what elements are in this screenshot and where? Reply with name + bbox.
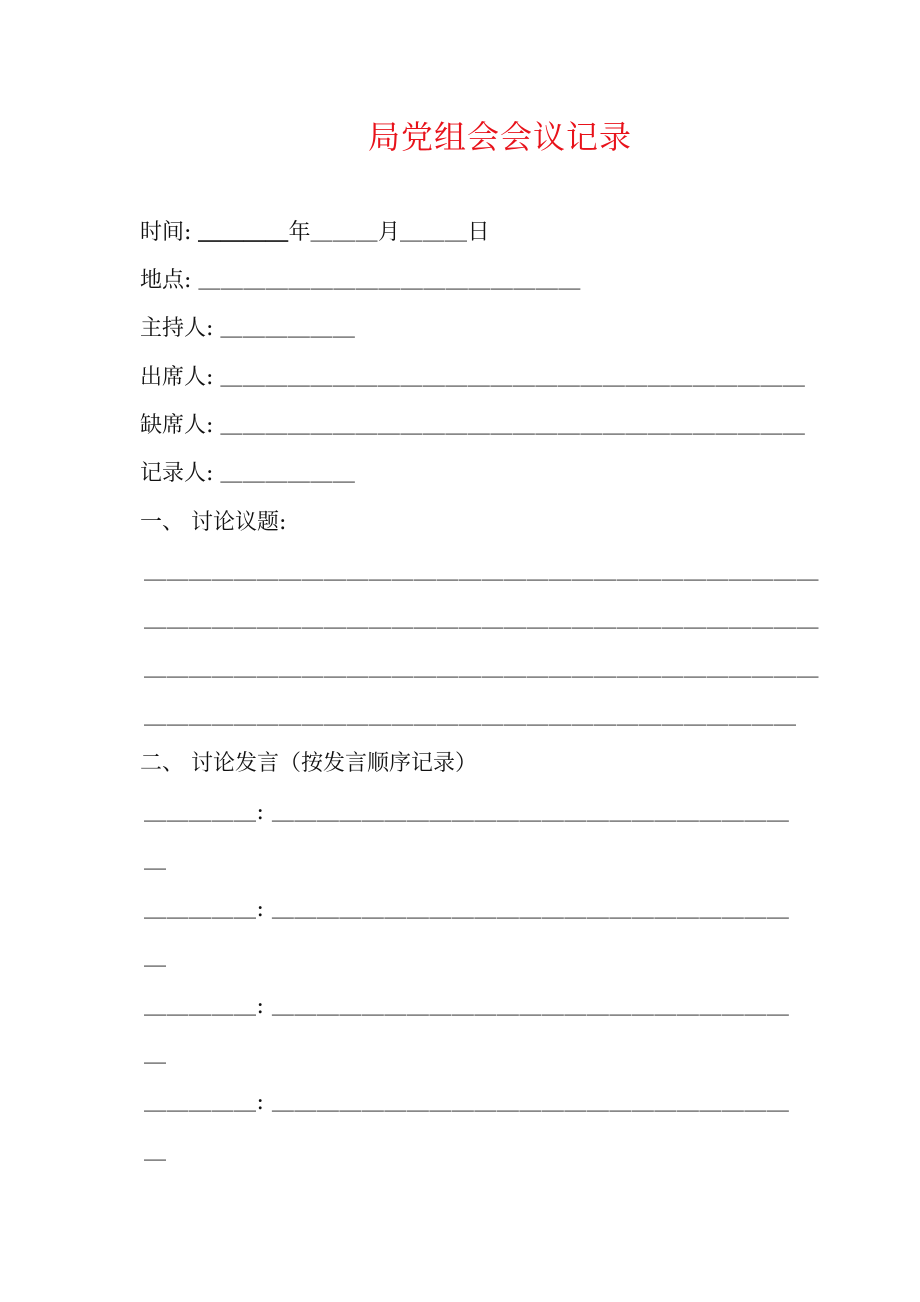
section-1-line: ＿＿＿＿＿＿＿＿＿＿＿＿＿＿＿＿＿＿＿＿＿＿＿＿＿＿＿＿＿＿ bbox=[144, 607, 820, 632]
field-time bbox=[140, 217, 490, 248]
section-1-line: ＿＿＿＿＿＿＿＿＿＿＿＿＿＿＿＿＿＿＿＿＿＿＿＿＿＿＿＿＿ bbox=[144, 704, 797, 729]
speech-content-blank: ＿＿＿＿＿＿＿＿＿＿＿＿＿＿＿＿＿＿＿＿＿＿＿ bbox=[271, 1090, 790, 1115]
field-time-label: 时间: bbox=[140, 220, 192, 245]
speech-content-blank: ＿＿＿＿＿＿＿＿＿＿＿＿＿＿＿＿＿＿＿＿＿＿＿ bbox=[271, 897, 790, 922]
field-time-day-blank: ＿＿＿ bbox=[399, 220, 468, 245]
field-time-year-blank: ＿＿＿＿ bbox=[198, 219, 289, 245]
field-location bbox=[140, 266, 581, 296]
speech-speaker-blank: ＿＿＿＿＿: bbox=[144, 800, 265, 825]
field-attendees-blank: ＿＿＿＿＿＿＿＿＿＿＿＿＿＿＿＿＿＿＿＿＿＿＿＿＿＿ bbox=[220, 365, 806, 390]
field-host-label: 主持人: bbox=[140, 316, 214, 341]
field-time-day-label: 日 bbox=[467, 220, 490, 245]
field-recorder-label: 记录人: bbox=[140, 461, 214, 486]
section-2-heading: 二、 讨论发言（按发言顺序记录） bbox=[140, 751, 477, 776]
field-host bbox=[140, 314, 355, 344]
speech-speaker-blank: ＿＿＿＿＿: bbox=[144, 1090, 265, 1115]
field-absentees-blank: ＿＿＿＿＿＿＿＿＿＿＿＿＿＿＿＿＿＿＿＿＿＿＿＿＿＿ bbox=[220, 413, 806, 438]
field-absentees bbox=[140, 411, 805, 441]
field-location-blank: ＿＿＿＿＿＿＿＿＿＿＿＿＿＿＿＿＿ bbox=[198, 268, 581, 293]
speech-speaker-blank: ＿＿＿＿＿: bbox=[144, 994, 265, 1019]
section-1-line: ＿＿＿＿＿＿＿＿＿＿＿＿＿＿＿＿＿＿＿＿＿＿＿＿＿＿＿＿＿＿ bbox=[144, 656, 820, 681]
field-time-year-label: 年 bbox=[288, 220, 311, 245]
field-time-month-label: 月 bbox=[377, 220, 400, 245]
speech-entry bbox=[144, 798, 789, 828]
speech-continuation: ＿ bbox=[144, 848, 167, 873]
field-attendees-label: 出席人: bbox=[140, 365, 214, 390]
field-absentees-label: 缺席人: bbox=[140, 413, 214, 438]
field-host-blank: ＿＿＿＿＿＿ bbox=[220, 316, 356, 341]
field-recorder bbox=[140, 459, 355, 489]
speech-entry bbox=[144, 895, 789, 925]
field-time-month-blank: ＿＿＿ bbox=[310, 220, 378, 245]
speech-entry bbox=[144, 1088, 789, 1118]
speech-entry bbox=[144, 992, 789, 1022]
field-location-label: 地点: bbox=[140, 268, 192, 293]
speech-speaker-blank: ＿＿＿＿＿: bbox=[144, 897, 265, 922]
section-1-line: ＿＿＿＿＿＿＿＿＿＿＿＿＿＿＿＿＿＿＿＿＿＿＿＿＿＿＿＿＿＿ bbox=[144, 559, 820, 584]
speech-continuation: ＿ bbox=[144, 945, 167, 970]
speech-content-blank: ＿＿＿＿＿＿＿＿＿＿＿＿＿＿＿＿＿＿＿＿＿＿＿ bbox=[271, 994, 790, 1019]
speech-continuation: ＿ bbox=[144, 1139, 167, 1164]
field-attendees bbox=[140, 363, 805, 393]
section-1-heading: 一、 讨论议题: bbox=[140, 510, 287, 535]
speech-continuation: ＿ bbox=[144, 1042, 167, 1067]
speech-content-blank: ＿＿＿＿＿＿＿＿＿＿＿＿＿＿＿＿＿＿＿＿＿＿＿ bbox=[271, 800, 790, 825]
field-recorder-blank: ＿＿＿＿＿＿ bbox=[220, 461, 356, 486]
document-title: 局党组会会议记录 bbox=[367, 118, 632, 156]
